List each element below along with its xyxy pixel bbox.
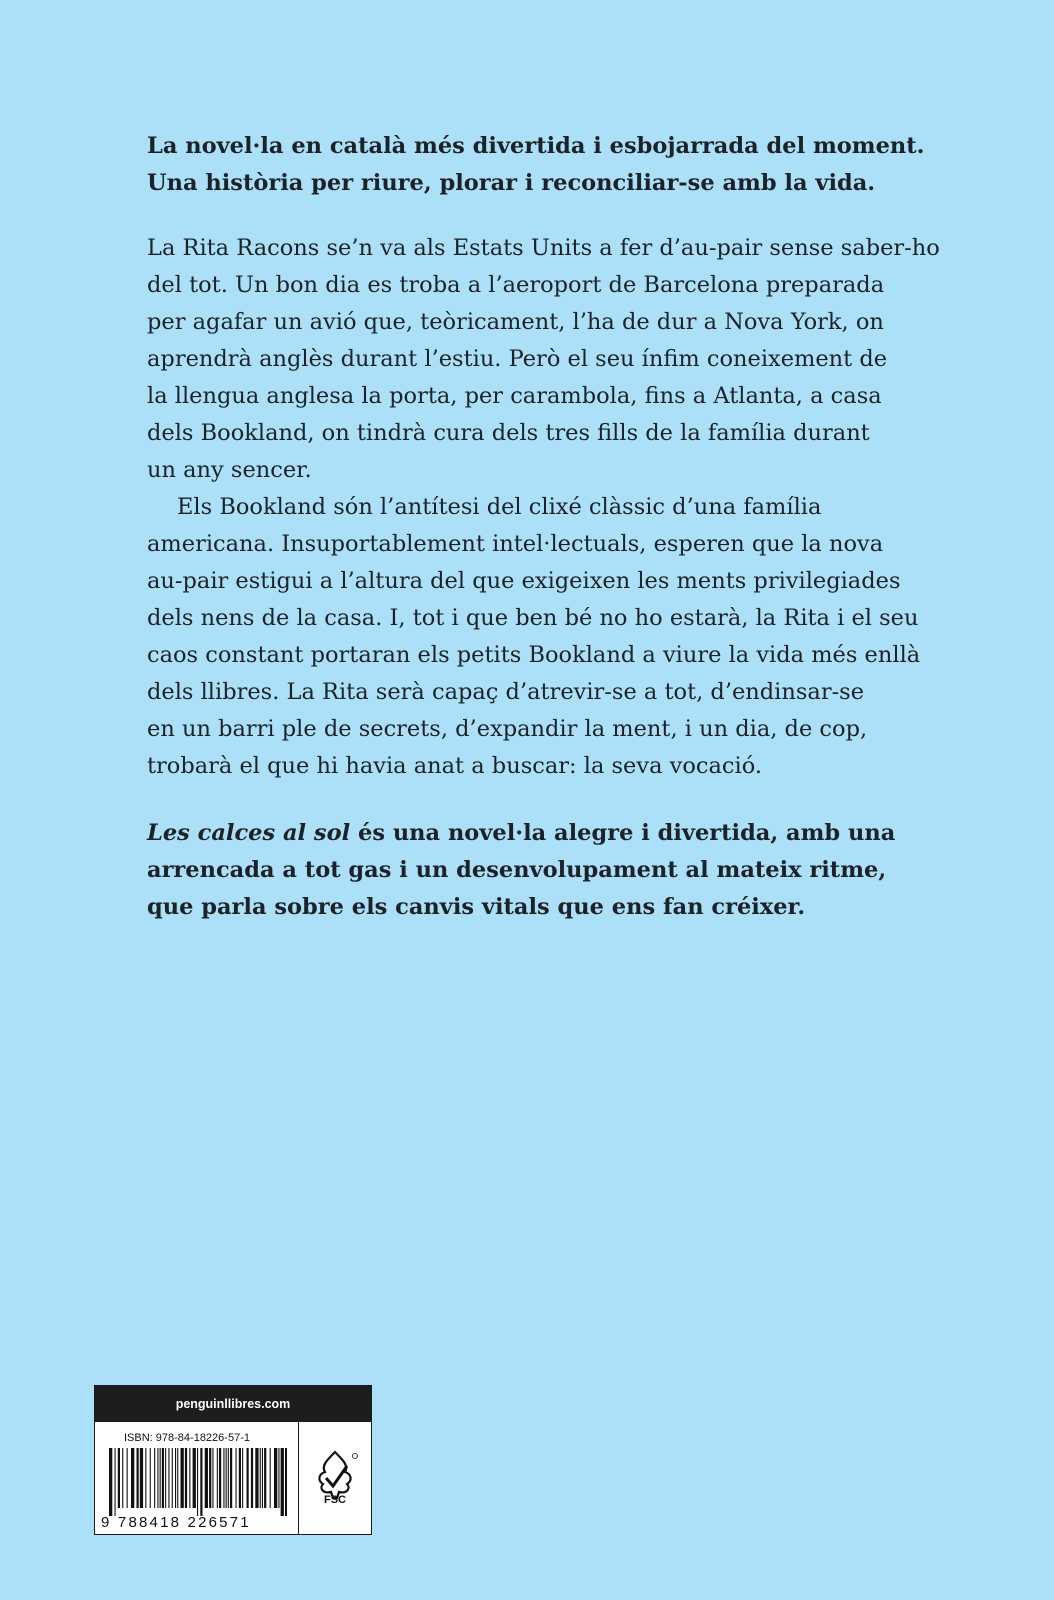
barcode-bar [230,1448,232,1508]
barcode-bar [200,1448,202,1516]
text-line: per agafar un avió que, teòricament, l’ha de dur a Nova York, on [147,309,884,335]
text-line: americana. Insuportablement intel·lectuals, esperen que la nova [147,531,884,557]
barcode-bar [242,1448,243,1508]
barcode-bar [193,1448,196,1508]
barcode-bar [255,1448,258,1508]
barcode-box [94,1385,372,1535]
lead-blurb [147,128,925,202]
barcode-bar [217,1448,218,1508]
barcode-bar [157,1448,158,1508]
barcode-bar [172,1448,173,1508]
barcode-bar [209,1448,211,1508]
barcode-bar [185,1448,187,1508]
barcode-bar [219,1448,221,1508]
barcode-bar [165,1448,166,1508]
barcode-bar [251,1448,253,1508]
barcode-bar [278,1448,279,1508]
barcode-digits: 9 788418 226571 [101,1514,251,1531]
barcode-bar [189,1448,190,1508]
text-line: dels nens de la casa. I, tot i que ben bé no ho estarà, la Rita i el seu [147,605,919,631]
barcode-bar [270,1448,271,1508]
text-line: trobarà el que hi havia anat a buscar: la seva vocació. [147,753,763,779]
barcode-bar [197,1448,198,1516]
barcode-bar [122,1448,123,1508]
barcode-bar [228,1448,229,1508]
barcode-bar [264,1448,266,1508]
divider [298,1422,299,1535]
closing-line [147,815,907,852]
barcode-bar [109,1448,112,1516]
barcode-bar [137,1448,139,1508]
barcode-bar [162,1448,164,1508]
barcode-bar [154,1448,155,1508]
text-line: La Rita Racons se’n va als Estats Units a fer d’au-pair sense saber-ho [147,235,940,261]
lead-line: La novel·la en català més divertida i esbojarrada del moment. [147,133,925,159]
text-line: la llengua anglesa la porta, per carambola, fins a Atlanta, a casa [147,383,882,409]
barcode-bar [175,1448,176,1508]
barcode-area [95,1422,295,1535]
book-title: Les calces al sol [147,820,351,846]
barcode-bar [181,1448,184,1508]
text-line: un any sencer. [147,457,312,483]
closing-line-rest: és una novel·la alegre i divertida, amb una [350,820,896,846]
text-line: au-pair estigui a l’altura del que exigeixen les ments privilegiades [147,568,901,594]
barcode-bar [226,1448,227,1508]
barcode-bar [145,1448,146,1508]
text-line: dels llibres. La Rita serà capaç d’atrevir-se a tot, d’endinsar-se [147,679,865,705]
fsc-tree-icon [307,1448,363,1518]
barcode-bar [115,1448,116,1516]
back-cover-text [147,128,940,926]
barcode-bar [274,1448,277,1508]
barcode-bar [239,1448,241,1508]
barcode-bar [160,1448,161,1508]
barcode-bar [150,1448,151,1508]
barcode-bar [131,1448,134,1508]
lead-line: Una història per riure, plorar i reconciliar-se amb la vida. [147,170,876,196]
barcode-bar [247,1448,249,1508]
closing-line: que parla sobre els canvis vitals que ens fan créixer. [147,894,806,920]
barcode-bar [177,1448,178,1508]
text-line: caos constant portaran els petits Bookland a viure la vida més enllà [147,642,921,668]
synopsis-paragraph-2 [147,489,921,785]
barcode-bar [260,1448,261,1508]
synopsis-paragraph-1 [147,230,940,489]
barcode-bar [118,1448,120,1508]
publisher-website: penguinllibres.com [95,1386,371,1422]
barcode-bar [236,1448,237,1508]
barcode-bar [127,1448,128,1508]
barcode-bar [262,1448,263,1508]
text-line: del tot. Un bon dia es troba a l’aeroport de Barcelona preparada [147,272,885,298]
text-line: en un barri ple de secrets, d’expandir la ment, i un dia, de cop, [147,716,868,742]
closing-blurb [147,815,907,926]
barcode-bar [285,1448,287,1516]
isbn-label: ISBN: 978-84-18226-57-1 [124,1432,250,1444]
barcode-bars [109,1448,287,1516]
fsc-label: FSC [324,1494,346,1506]
text-line: dels Bookland, on tindrà cura dels tres fills de la família durant [147,420,870,446]
barcode-bar [140,1448,143,1508]
barcode-bar [205,1448,208,1508]
barcode-bar [168,1448,169,1508]
closing-line: arrencada a tot gas i un desenvolupament al mateix ritme, [147,857,887,883]
text-line: Els Bookland són l’antítesi del clixé clàssic d’una família [177,494,822,520]
barcode-bar [223,1448,224,1508]
text-line: aprendrà anglès durant l’estiu. Però el seu ínfim coneixement de [147,346,888,372]
barcode-bar [281,1448,284,1516]
barcode-bar [212,1448,213,1508]
